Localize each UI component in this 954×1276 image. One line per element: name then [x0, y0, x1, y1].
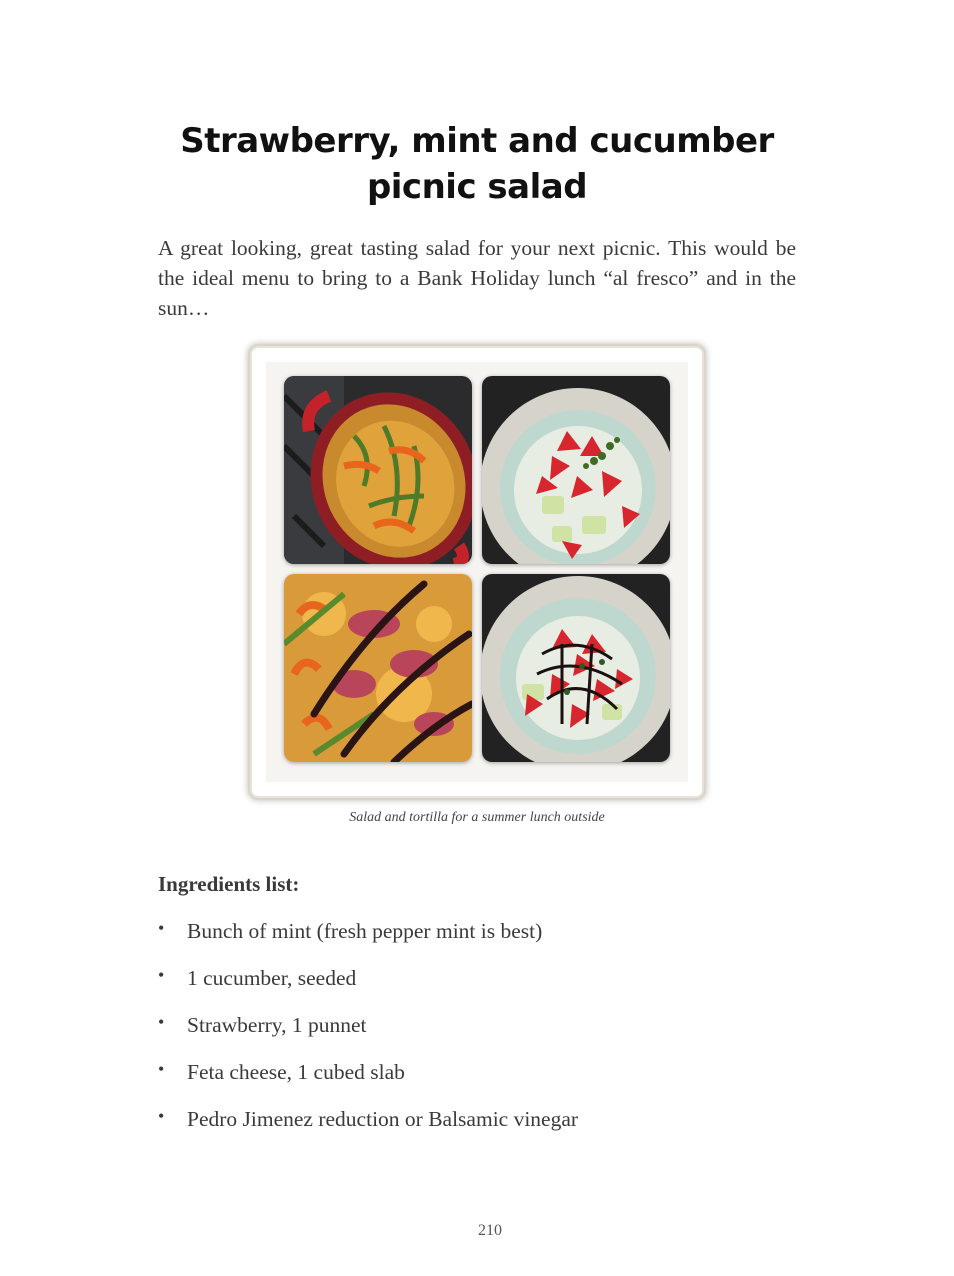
bullet-icon: •	[158, 965, 165, 985]
ingredient-text: Pedro Jimenez reduction or Balsamic vinegar	[187, 1107, 579, 1131]
bullet-icon: •	[158, 918, 165, 938]
photo-collage-frame	[252, 348, 702, 796]
photo-caption: Salad and tortilla for a summer lunch outside	[349, 810, 605, 825]
ingredients-heading: Ingredients list:	[158, 872, 300, 896]
photo-tortilla-pan	[284, 376, 472, 564]
photo-salad-balsamic	[482, 574, 670, 762]
page-number: 210	[478, 1222, 502, 1239]
photo-strawberry-salad	[482, 376, 670, 564]
page-title: Strawberry, mint and cucumber picnic salad	[180, 121, 774, 207]
ingredient-text: Strawberry, 1 punnet	[187, 1013, 367, 1037]
bullet-icon: •	[158, 1012, 165, 1032]
ingredient-text: 1 cucumber, seeded	[187, 966, 357, 990]
intro-paragraph: A great looking, great tasting salad for your next picnic. This would be the ideal menu to bring to a Bank Holiday lunch “al fresco” and in the sun…	[158, 236, 796, 320]
bullet-icon: •	[158, 1059, 165, 1079]
ingredient-text: Bunch of mint (fresh pepper mint is best)	[187, 919, 543, 943]
bullet-icon: •	[158, 1106, 165, 1126]
photo-tortilla-ham	[284, 574, 472, 762]
ingredient-text: Feta cheese, 1 cubed slab	[187, 1060, 405, 1084]
